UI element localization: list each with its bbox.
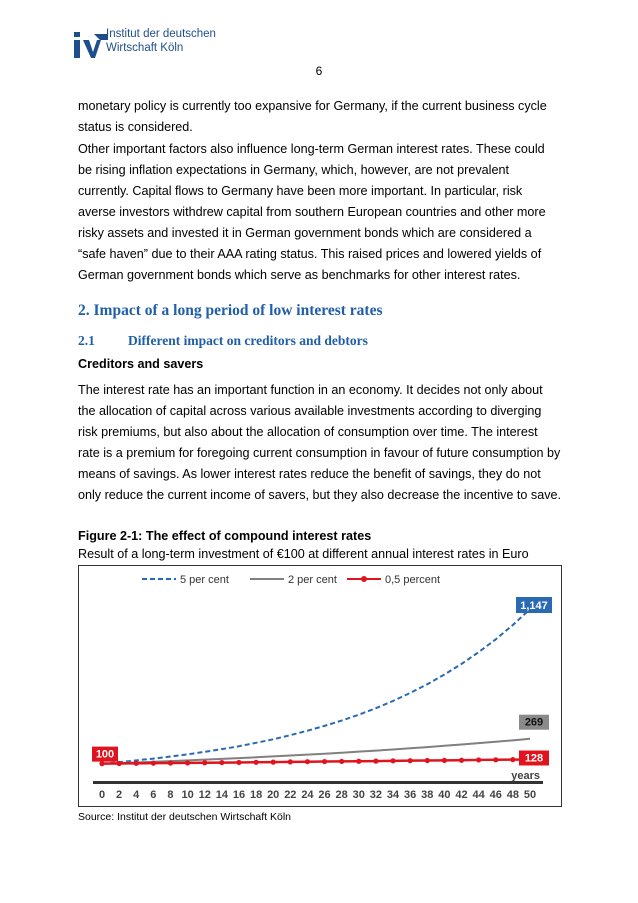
x-tick-label: 22 <box>284 789 297 801</box>
x-tick-label: 32 <box>369 789 383 801</box>
page-number: 6 <box>315 64 323 78</box>
subsection-title: Different impact on creditors and debtors <box>128 333 368 348</box>
series-marker <box>476 757 481 762</box>
series-marker <box>339 759 344 764</box>
x-axis-line <box>93 781 543 784</box>
series-marker <box>151 761 156 766</box>
x-tick-label: 28 <box>335 789 348 801</box>
x-tick-label: 44 <box>472 789 485 801</box>
iw-logo-icon <box>74 26 108 60</box>
x-tick-label: 34 <box>386 789 400 801</box>
subsection-number: 2.1 <box>78 333 95 348</box>
x-tick-label: 24 <box>301 789 314 801</box>
series-marker <box>271 760 276 765</box>
x-tick-label: 38 <box>421 789 434 801</box>
section-heading: 2. Impact of a long period of low interest rates <box>78 302 383 319</box>
x-tick-label: 20 <box>267 789 280 801</box>
x-axis-label: years <box>511 770 540 782</box>
series-marker <box>236 760 241 765</box>
series-marker <box>390 758 395 763</box>
x-tick-label: 26 <box>318 789 331 801</box>
chart-frame <box>78 565 562 807</box>
series-marker <box>288 759 293 764</box>
x-tick-label: 18 <box>249 789 263 801</box>
series-marker <box>134 761 139 766</box>
end-label-0: 1,147 <box>520 600 548 612</box>
x-tick-label: 8 <box>167 789 174 801</box>
series-marker <box>99 761 104 766</box>
logo-line-1: Institut der deutschen <box>106 28 216 40</box>
institute-logo <box>74 24 224 66</box>
paragraph-2: Other important factors also influence long-term German interest rates. These could be rising inflation expectations in Germany, which, however, are not prevalent currently. Capital flows to Germany have been more important. In particular, risk averse investors withdrew capital from southern European countries and other more risky assets and invested it in German government bonds which are considered a “safe haven” due to their AAA rating status. This raised prices and lowered yields of German government bonds which serve as benchmarks for other interest rates. <box>78 142 546 282</box>
figure-source: Source: Institut der deutschen Wirtschaft Köln <box>78 811 292 823</box>
x-tick-label: 6 <box>150 789 157 801</box>
series-marker <box>305 759 310 764</box>
x-tick-label: 42 <box>455 789 468 801</box>
x-tick-label: 4 <box>133 789 140 801</box>
figure-subtitle: Result of a long-term investment of €100 at different annual interest rates in Euro <box>78 547 529 561</box>
series-marker <box>253 760 258 765</box>
series-marker <box>493 757 498 762</box>
series-marker <box>117 761 122 766</box>
figure-title: Figure 2-1: The effect of compound interest rates <box>78 529 372 543</box>
series-marker <box>219 760 224 765</box>
x-tick-label: 0 <box>98 789 106 801</box>
paragraph-1: monetary policy is currently too expansive for Germany, if the current business cycle status is considered. <box>78 99 547 134</box>
series-marker <box>373 759 378 764</box>
x-tick-label: 16 <box>232 789 246 801</box>
x-tick-label: 36 <box>404 789 417 801</box>
compound-interest-chart <box>79 566 561 806</box>
series-marker <box>408 758 413 763</box>
series-marker <box>459 758 464 763</box>
series-marker <box>442 758 447 763</box>
series-marker <box>425 758 430 763</box>
series-marker <box>322 759 327 764</box>
logo-line-2: Wirtschaft Köln <box>106 42 184 54</box>
series-marker <box>356 759 361 764</box>
legend-label-1: 2 per cent <box>288 574 337 586</box>
paragraph-3: The interest rate has an important function in an economy. It decides not only about the allocation of capital across various available investments according to diverging risk premiums, but also about the allocation of consumption over time. The interest rate is a premium for foregoing current consumption in favour of future consumption by means of savings. As lower interest rates reduce the benefit of savings, they do not only reduce the current income of savers, but they also decrease the incentive to save. <box>78 383 562 502</box>
subsection-heading <box>78 333 368 349</box>
legend-marker <box>361 576 367 582</box>
series-marker <box>168 760 173 765</box>
series-marker <box>510 757 515 762</box>
series-marker <box>185 760 190 765</box>
x-tick-label: 46 <box>489 789 502 801</box>
legend-label-2: 0,5 percent <box>385 574 441 586</box>
x-tick-label: 40 <box>438 789 451 801</box>
subheading: Creditors and savers <box>78 357 204 371</box>
series-line-0 <box>102 609 530 763</box>
start-label: 100 <box>95 748 115 761</box>
series-marker <box>202 760 207 765</box>
logo-text <box>106 27 216 55</box>
x-tick-label: 14 <box>215 789 228 801</box>
x-tick-label: 50 <box>523 789 537 801</box>
legend-label-0: 5 per cent <box>180 574 229 586</box>
end-label-2: 128 <box>524 752 544 765</box>
x-tick-label: 12 <box>198 789 211 801</box>
x-tick-label: 2 <box>116 789 123 801</box>
x-tick-label: 48 <box>506 789 520 801</box>
end-label-1: 269 <box>524 716 544 729</box>
x-tick-label: 10 <box>181 789 194 801</box>
x-tick-label: 30 <box>352 789 365 801</box>
